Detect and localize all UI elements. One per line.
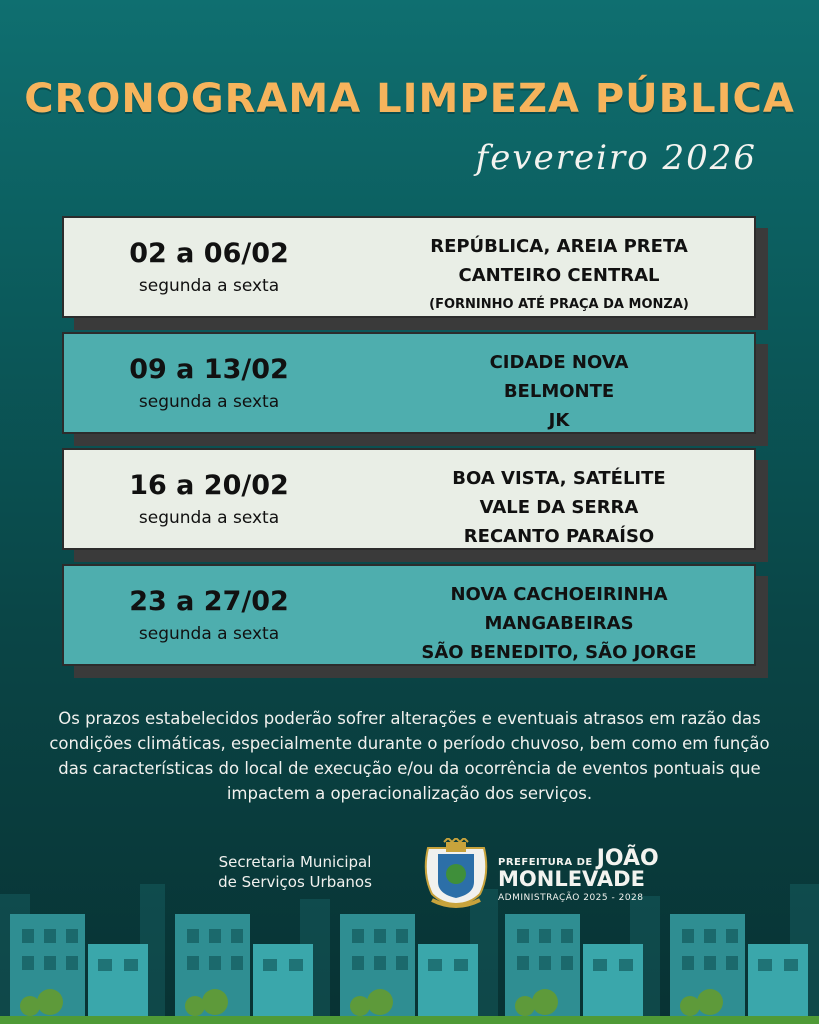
schedule-dates: 23 a 27/02 bbox=[129, 586, 289, 617]
place-line: CANTEIRO CENTRAL bbox=[458, 265, 660, 286]
schedule-dates: 02 a 06/02 bbox=[129, 238, 289, 269]
place-line: RECANTO PARAÍSO bbox=[463, 526, 655, 547]
schedule-card bbox=[62, 216, 756, 318]
place-line: CIDADE NOVA bbox=[489, 352, 629, 373]
schedule-dates: 16 a 20/02 bbox=[129, 470, 289, 501]
schedule-days: segunda a sexta bbox=[138, 508, 280, 528]
pref-name-first: JOÃO bbox=[596, 846, 659, 871]
department-name bbox=[200, 852, 390, 892]
department-line: Secretaria Municipal bbox=[218, 853, 372, 871]
schedule-days: segunda a sexta bbox=[138, 276, 280, 296]
place-line: SÃO BENEDITO, SÃO JORGE bbox=[421, 642, 697, 663]
place-line: JK bbox=[548, 410, 570, 431]
disclaimer-text: Os prazos estabelecidos poderão sofrer alterações e eventuais atrasos em razão das condições climáticas, especialmente durante o período chuvoso, bem como em função das características do local de execução e/ou da ocorrência de eventos pontuais que impactem a operacionalização dos serviços. bbox=[49, 709, 770, 803]
department-line: de Serviços Urbanos bbox=[218, 873, 372, 891]
place-line: BELMONTE bbox=[503, 381, 615, 402]
place-line: VALE DA SERRA bbox=[479, 497, 639, 518]
schedule-card bbox=[62, 332, 756, 434]
pref-name-second: MONLEVADE bbox=[498, 867, 645, 891]
page-subtitle: fevereiro 2026 bbox=[475, 138, 757, 178]
city-crest-icon bbox=[418, 838, 494, 910]
place-line: BOA VISTA, SATÉLITE bbox=[452, 468, 666, 489]
schedule-places bbox=[364, 580, 754, 667]
prefeitura-logo bbox=[498, 846, 659, 903]
schedule-days: segunda a sexta bbox=[138, 624, 280, 644]
schedule-card bbox=[62, 564, 756, 666]
schedule-days: segunda a sexta bbox=[138, 392, 280, 412]
schedule-places bbox=[364, 232, 754, 319]
pref-admin: ADMINISTRAÇÃO 2025 - 2028 bbox=[498, 893, 644, 903]
place-line: MANGABEIRAS bbox=[484, 613, 634, 634]
city-skyline-illustration bbox=[0, 884, 819, 1024]
place-line: REPÚBLICA, AREIA PRETA bbox=[430, 236, 688, 257]
schedule-card bbox=[62, 448, 756, 550]
page-title: CRONOGRAMA LIMPEZA PÚBLICA bbox=[24, 76, 795, 122]
schedule-places bbox=[364, 348, 754, 435]
place-line: NOVA CACHOEIRINHA bbox=[450, 584, 668, 605]
schedule-dates: 09 a 13/02 bbox=[129, 354, 289, 385]
pref-prefix: PREFEITURA DE bbox=[498, 857, 593, 868]
place-note: (FORNINHO ATÉ PRAÇA DA MONZA) bbox=[429, 297, 689, 312]
schedule-places bbox=[364, 464, 754, 551]
